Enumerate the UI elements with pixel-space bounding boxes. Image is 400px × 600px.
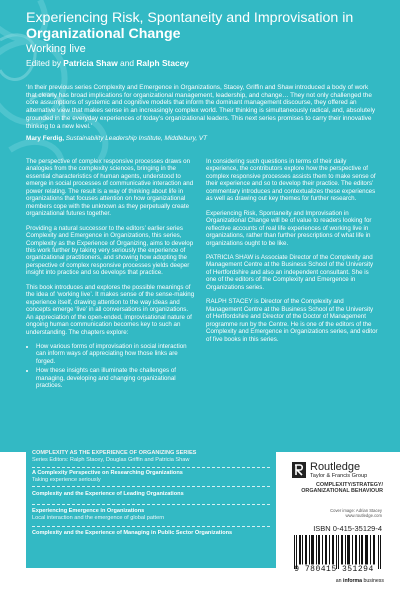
editors-and: and [120,58,135,68]
series-editors: Series Editors: Ralph Stacey, Douglas Griffin and Patricia Shaw [32,457,190,463]
endorsement-affiliation: Sustainability Leadership Institute, Middlebury, VT [65,135,208,142]
series-divider [32,526,270,527]
series-divider [32,467,270,468]
series-book-title: Complexity and the Experience of Leading Organizations [32,491,184,497]
series-book-title: Experiencing Emergence in Organizations [32,508,145,514]
informa-brand: informa [343,578,363,584]
book-title-line1: Experiencing Risk, Spontaneity and Improvisation in [26,10,354,26]
bullet-item: • How these insights can illuminate the challenges of managing, developing and changing organizational practices. [36,367,196,389]
description-paragraph: Experiencing Risk, Spontaneity and Improvisation in Organizational Change will be of value to readers looking for reflective accounts of real life experiences of working live in organizations, rather than further prescriptions of what life in organizations ought to be like. [206,209,372,247]
informa-business-tag [312,578,384,584]
description-left-column [26,158,196,392]
series-book-subtitle: Taking experience seriously [32,476,101,483]
editor-name-2: Ralph Stacey [136,58,189,68]
editor-bio-stacey: RALPH STACEY is Director of the Complexity and Management Centre at the Business School of the University of Hertfordshire and Director of the Doctor of Management programme run by the Centre. He is one of the editors of the Complexity and Emergence in Organizations series, and editor of five books in this series. [206,298,378,343]
endorsement-attribution [26,135,376,143]
series-book-title: A Complexity Perspective on Researching Organizations [32,470,183,476]
informa-prefix: an [335,578,342,584]
endorsement-author: Mary Ferdig, [26,135,64,142]
series-title: COMPLEXITY AS THE EXPERIENCE OF ORGANIZING SERIES [32,450,197,456]
cover-credit [292,508,382,518]
barcode-number: 9 780415 351294 [294,565,374,574]
series-book-title: Complexity and the Experience of Managing in Public Sector Organizations [32,530,233,536]
series-book-subtitle: Local interaction and the emergence of global pattern [32,514,165,521]
series-divider [32,486,270,487]
routledge-r-icon [292,462,306,478]
description-paragraph: Providing a natural successor to the editors’ earlier series Complexity and Emergence in Organizations, this series, Complexity as the Experience of Organizing, aims to develop this work further by taking very seriously the experience of organizational practitioners, and showing how adopting the perspective of complex responsive processes yields deeper insight into practice and so develops that practice. [26,224,194,277]
description-paragraph: The perspective of complex responsive processes draws on analogies from the complexity sciences, bringing in the essential characteristics of human agents, understood to emerge in social processes of communicative interaction and power relating. The result is a way of thinking about life in organizations that focuses attention on how organizational members cope with the unknown as they perpetually create organizational futures together. [26,158,194,218]
series-book-item [32,508,272,521]
description-right-column [206,158,378,350]
endorsement-quote: ‘In their previous series Complexity and Emergence in Organizations, Stacey, Griffin and Shaw introduced a body of work that clearly has broad implications for organizational management, leadership, and change… They not only challenged the core assumptions of systemic and cognitive models that inform the dominant management discourse, they offered an alternative view that makes sense in an increasingly complex world. Their thinking is simultaneously radical, and, absolutely grounded in the everyday experiences of today’s organizational leaders. This next series promises to carry their innovative thinking to a new level.’ [26,84,376,130]
series-book-item [32,470,272,483]
publisher-group: Taylor & Francis Group [310,473,368,479]
isbn-label: ISBN 0-415-35129-4 [313,524,382,533]
description-paragraph: In considering such questions in terms of their daily experience, the contributors explore how the perspective of complex responsive processes assists them to make sense of their experience and so to develop their practice. The editors’ commentary introduces and contextualizes these experiences as well as drawing out key themes for further research. [206,158,376,203]
publisher-url: www.routledge.com [345,513,382,518]
informa-suffix: business [363,578,384,584]
editor-bio-shaw: PATRICIA SHAW is Associate Director of the Complexity and Management Centre at the Business School of the University of Hertfordshire and also an independent consultant. She is one of the editors of the Complexity and Emergence in Organizations series. [206,253,374,291]
editors-prefix: Edited by [26,58,61,68]
book-subtitle: Working live [26,43,86,55]
editors-line [26,58,386,69]
cover-image-credit: Cover image: Adrian Stacey [330,508,382,513]
barcode [292,535,384,569]
series-book-item [32,530,272,537]
publisher-name: Routledge [310,461,361,473]
book-title-line2: Organizational Change [26,26,181,42]
chapter-bullets [26,343,196,390]
bullet-item: • How various forms of improvisation in social interaction can inform ways of appreciating how those links are forged. [36,343,196,365]
editor-name-1: Patricia Shaw [63,58,118,68]
series-book-item [32,491,272,498]
book-header [26,10,386,69]
series-divider [32,504,270,505]
subject-category: COMPLEXITY/STRATEGY/ ORGANIZATIONAL BEHAVIOUR [301,482,383,495]
description-paragraph: This book introduces and explores the possible meanings of the idea of ‘working live’. It makes sense of the sense-making experience itself, drawing attention to the way ideas and concepts emerge ‘live’ in all conversations in organizations. An appreciation of the open-ended, improvisational nature of ongoing human communication becomes key to such an understanding. The chapters explore: [26,283,195,336]
series-list-box [26,446,276,568]
